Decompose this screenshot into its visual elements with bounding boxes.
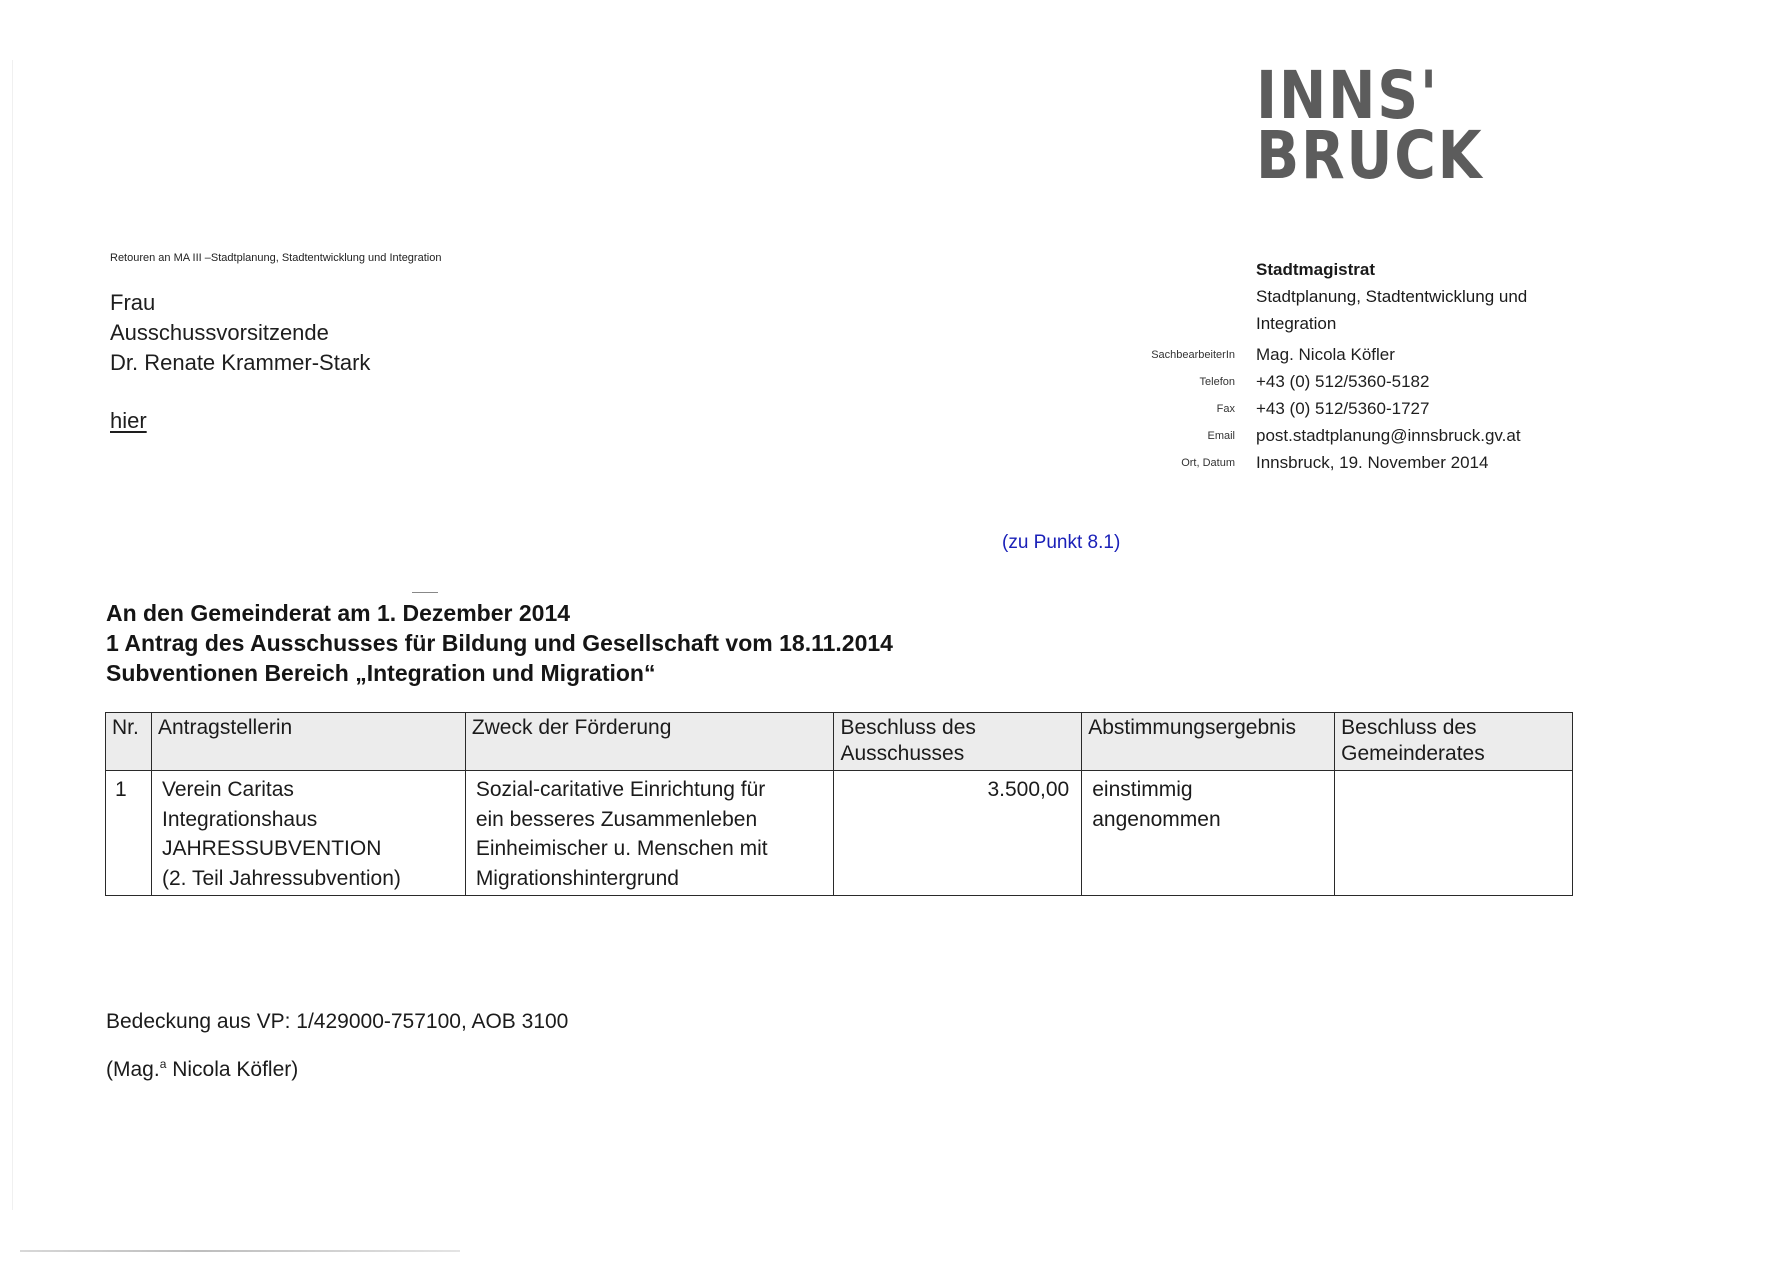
cell-amount: 3.500,00: [834, 771, 1082, 896]
recipient-role: Ausschussvorsitzende: [110, 320, 329, 345]
return-address: Retouren an MA III –Stadtplanung, Stadtentwicklung und Integration: [110, 252, 442, 264]
contact-block: [1080, 341, 1521, 476]
header-vote-result: Abstimmungsergebnis: [1082, 713, 1335, 771]
agenda-reference: (zu Punkt 8.1): [1002, 532, 1121, 553]
contact-value: post.stadtplanung@innsbruck.gv.at: [1256, 425, 1521, 445]
contact-row: [1080, 449, 1521, 476]
document-title: [106, 598, 893, 688]
sender-block: [1256, 256, 1576, 337]
contact-row: [1080, 341, 1521, 368]
applicant-line: JAHRESSUBVENTION: [161, 837, 382, 860]
title-line-1: An den Gemeinderat am 1. Dezember 2014: [106, 600, 571, 626]
contact-value: +43 (0) 512/5360-5182: [1256, 371, 1430, 391]
header-council-decision: [1335, 713, 1573, 771]
cell-purpose: [465, 771, 834, 896]
recipient-location: hier: [110, 408, 147, 433]
contact-label: SachbearbeiterIn: [1151, 348, 1235, 361]
vote-line: angenommen: [1092, 807, 1221, 831]
recipient-salutation: Frau: [110, 290, 156, 315]
applicant-line: Integrationshaus: [161, 807, 318, 831]
title-scan-mark: [412, 592, 438, 593]
contact-label: Fax: [1216, 402, 1235, 415]
applicant-line: Verein Caritas: [161, 778, 294, 801]
header-committee-line-1: Beschluss des: [840, 716, 976, 739]
cell-applicant: [151, 771, 465, 896]
contact-label: Ort, Datum: [1181, 456, 1235, 469]
header-committee-decision: [834, 713, 1082, 771]
cell-council-decision: [1335, 771, 1573, 896]
header-applicant: Antragstellerin: [151, 713, 465, 771]
contact-row: [1080, 368, 1521, 395]
signature-name: Nicola Köfler): [166, 1058, 299, 1081]
contact-row: [1080, 395, 1521, 422]
signature-superscript: a: [159, 1057, 167, 1071]
budget-coverage: Bedeckung aus VP: 1/429000-757100, AOB 3100: [106, 1010, 569, 1033]
contact-value: Mag. Nicola Köfler: [1256, 344, 1395, 364]
header-council-line-1: Beschluss des: [1341, 716, 1477, 739]
contact-label: Email: [1207, 429, 1235, 442]
header-purpose: Zweck der Förderung: [465, 713, 834, 771]
subsidy-table: [105, 712, 1573, 896]
header-nr: Nr.: [106, 713, 152, 771]
signature-open: (Mag.: [106, 1058, 160, 1081]
recipient-name: Dr. Renate Krammer-Stark: [110, 350, 371, 375]
logo-line-2: BRUCK: [1256, 117, 1484, 194]
purpose-line: Sozial-caritative Einrichtung für: [475, 778, 766, 801]
header-committee-line-2: Ausschusses: [840, 742, 965, 765]
table-row: [106, 771, 1573, 896]
scan-artifact-line: [20, 1250, 460, 1252]
purpose-line: ein besseres Zusammenleben: [475, 807, 758, 831]
logo-line-1: INNS': [1256, 57, 1439, 134]
cell-nr: 1: [106, 771, 152, 896]
header-council-line-2: Gemeinderates: [1341, 742, 1485, 765]
purpose-line: Einheimischer u. Menschen mit: [475, 837, 768, 860]
contact-value: +43 (0) 512/5360-1727: [1256, 398, 1430, 418]
scan-edge-shadow: [12, 60, 13, 1210]
recipient-block: [110, 288, 370, 436]
contact-row: [1080, 422, 1521, 449]
contact-value: Innsbruck, 19. November 2014: [1256, 452, 1489, 472]
contact-label: Telefon: [1199, 375, 1235, 388]
table-header-row: [106, 713, 1573, 771]
purpose-line: Migrationshintergrund: [475, 866, 679, 890]
sender-department: Stadtplanung, Stadtentwicklung und Integration: [1256, 287, 1528, 333]
signature-line: [106, 1057, 298, 1082]
applicant-line: (2. Teil Jahressubvention): [161, 866, 401, 890]
title-line-3: Subventionen Bereich „Integration und Migration“: [106, 660, 656, 686]
vote-line: einstimmig: [1092, 778, 1193, 801]
title-line-2: 1 Antrag des Ausschusses für Bildung und Gesellschaft vom 18.11.2014: [106, 630, 893, 656]
cell-vote: [1082, 771, 1335, 896]
sender-organization: Stadtmagistrat: [1256, 260, 1376, 279]
innsbruck-logo: [1256, 57, 1516, 194]
